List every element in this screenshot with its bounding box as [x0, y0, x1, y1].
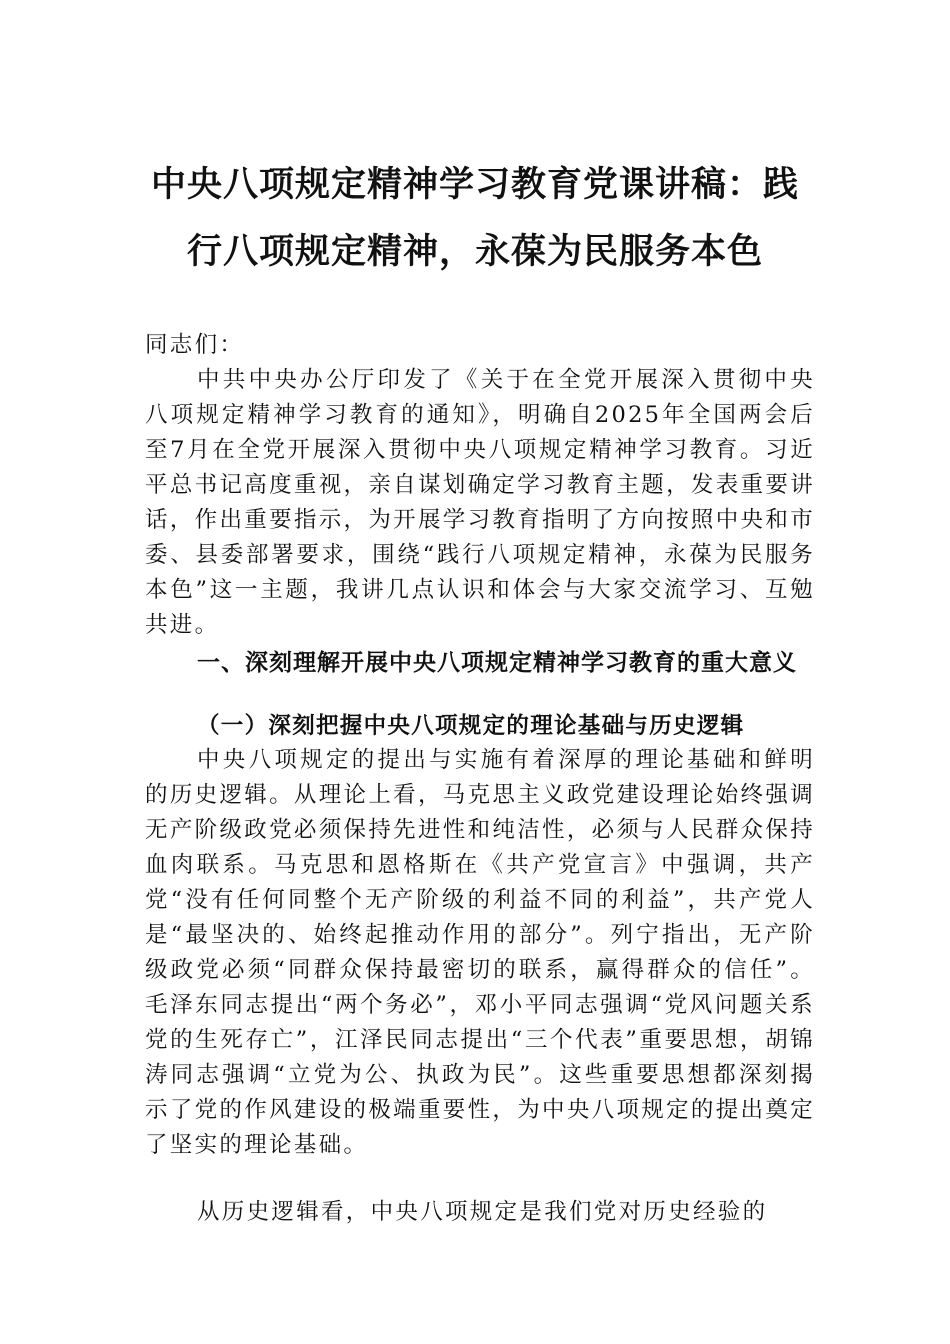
section-heading-1: 一、深刻理解开展中央八项规定精神学习教育的重大意义 [197, 649, 797, 676]
document-title-line-2: 行八项规定精神，永葆为民服务本色 [186, 231, 763, 272]
document-title-line-1: 中央八项规定精神学习教育党课讲稿：践 [150, 164, 799, 205]
intro-paragraph: 中共中央办公厅印发了《关于在全党开展深入贯彻中央八项规定精神学习教育的通知》，明确自2025年全国两会后至7月在全党开展深入贯彻中央八项规定精神学习教育。习近平总书记高度重视，亲自谋划确定学习教育主题，发表重要讲话，作出重要指示，为开展学习教育指明了方向按照中央和市委、县委部署要求，围绕“践行八项规定精神，永葆为民服务本色”这一主题，我讲几点认识和体会与大家交流学习、互勉共进。 [145, 367, 815, 638]
salutation: 同志们： [145, 332, 245, 358]
subsection-heading-1: （一）深刻把握中央八项规定的理论基础与历史逻辑 [197, 713, 745, 739]
history-paragraph: 从历史逻辑看，中央八项规定是我们党对历史经验的 [197, 1199, 768, 1225]
theory-paragraph: 中央八项规定的提出与实施有着深厚的理论基础和鲜明的历史逻辑。从理论上看，马克思主义政党建设理论始终强调无产阶级政党必须保持先进性和纯洁性，必须与人民群众保持血肉联系。马克思和恩格斯在《共产党宣言》中强调，共产党“没有任何同整个无产阶级的利益不同的利益”，共产党人是“最坚决的、始终起推动作用的部分”。列宁指出，无产阶级政党必须“同群众保持最密切的联系，赢得群众的信任”。毛泽东同志提出“两个务必”，邓小平同志强调“党风问题关系党的生死存亡”，江泽民同志提出“三个代表”重要思想，胡锦涛同志强调“立党为公、执政为民”。这些重要思想都深刻揭示了党的作风建设的极端重要性，为中央八项规定的提出奠定了坚实的理论基础。 [145, 747, 815, 1158]
